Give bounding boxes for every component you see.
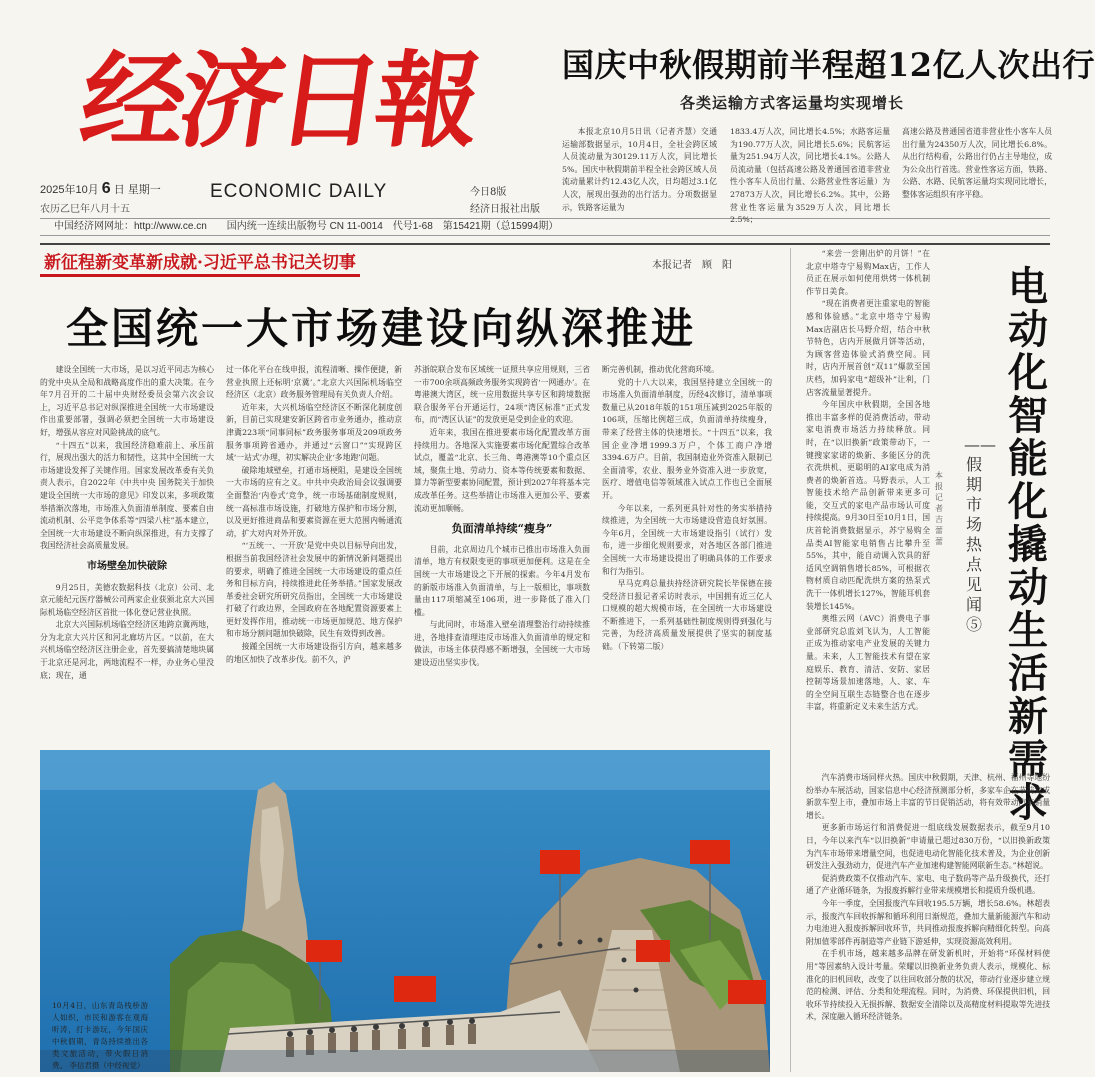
divider (40, 243, 1050, 245)
lead-column-2: 过一体化平台在线申报，流程清晰、操作便捷，新营业执照上还标明‘京冀’。”北京大兴国际机场临空经济区（北京）政务服务管理局有关负责人介绍。 近年来，大兴机场临空经济区不断深化制度创新，目前已实现建安新区跨省市业务通办，推动京津冀223项“同事同标”政务服务事项及209项政务服务事项跨省通办，并通过“云窗口”“实现跨区域‘一站式’办理，初实解决企业‘多地跑’问题。 破除地域壁垒，打通市场梗阻，是建设全国统一大市场的应有之义。中共中央政治局会议强调要全面整治‘内卷式’竞争，统一市场基础制度规则，统一高标准市场设施，打破地方保护和市场分割，以及更好推进商品和要素资源在更大范围内畅通流动，扩大对内对外开放。 “‘五统一、一开放’是党中央以目标导向出发，根据当前我国经济社会发展中的新情况新问题提出的要求，明确了推进全国统一大市场建设的重点任务和目标方向，持续推进此任务举措。”国家发展改革委社会研究所研究员指出，全国统一大市场建设打破了行政边界，全国政府在各地配置资源要素上更好发挥作用，推动统一市场更加规范、地方保护和市场分割问题加快破除，民生有效得到改善。 接踵全国统一大市场建设指引方向，越来越多的地区加快了改革步伐。前不久，沪 (226, 365, 402, 664)
subhead: 市场壁垒加快破除 (87, 560, 167, 572)
scenic-photo (40, 750, 770, 1072)
lead-column-4: 断完善机制，推动优化营商环境。 党的十八大以来，我国坚持建立全国统一的市场准入负面清单制度，历经4次修订，清单事项数量已从2018年版的151项压减到2025年版的106项，压缩比例超三成，负面清单持续瘦身，带来了经营主体的快速增长。“十四五”以来，我国企业净增1999.3万户，个体工商户净增3394.6万户。目前，我国制造业外资准入限制已全面清零，农业、服务业外资准入进一步放宽，医疗、增值电信等领域准入试点工作也已全面展开。 今年以来，一系列更具针对性的务实举措持续推进，为全国统一大市场建设营造良好氛围。今年6月，全国统一大市场建设指引（试行）发布，进一步细化规则要求，对各地区各部门推进全国统一大市场建设提出了明确具体的工作要求和行为指引。 早马克鸡总量扶持经济研究院长毕保德在接受经济日报记者采访时表示，中国拥有近三亿人口规模的超大规模市场，在全国统一大市场建设不断推进下，一系列基础性制度规则得到强化与完善，为经济高质量发展提供了坚实的制度基础。（下转第二版） (602, 365, 772, 652)
newspaper-logo: 经济日報 (73, 39, 483, 162)
top-story-column: 高速公路及普通国省道非营业性小客车人员出行量为24350万人次，同比增长6.8%。从出行结构看，公路出行仍占主导地位，成为公众出行首选。营业性客运方面，铁路、公路、水路、民航客运量均实现同比增长，整体客运组织有序平稳。 (902, 127, 1052, 199)
right-story-column-wide: 汽车消费市场同样火热。国庆中秋假期，天津、杭州、福州等地纷纷举办车展活动，国家信息中心经济预测部分析，多家车企在节前完成新款车型上市，叠加市场上丰富的节日促销活动，将有效带动汽车销量增长。 更多新市场运行和消费促进一组底线发展数据表示，截至9月10日，今年以来汽车“以旧换新”申请量已超过830万份，“以旧换新政策为汽车市场带来增量空间，也促进电动化智能化技术普及，为企业创新研发注入强劲动力，促进汽车产业加速构建智能网联新生态。”林超说。 促消费政策不仅推动汽车、家电、电子数码等产品升级换代，还打通了产业循环链条，为报废拆解行业带来规模增长和提质升级机遇。 今年一季度，全国报废汽车回收195.5万辆，增长58.6%。林超表示，报废汽车回收拆解和循环利用日渐规范，叠加大量新能源汽车和动力电池进入报废拆解回收环节，共同推动报废拆解向精细化转型。向高附加值零部件再制造等产业链下游延伸，实现资源高效利用。 在手机市场，越来越多品牌在研发新机时，开始将“环保材料使用”等因素纳入设计考量。荣耀以旧换新业务负责人表示，规模化、标准化的旧机回收，改变了以往回收部分散的状况，带动行业逐步建立规范的检测、评估、分类和处理流程。同时，为消费、环保提供旧机，回收环节持续投入无损拆解、数据安全清除以及高精度材料提取等先进技术，深度融入循环经济链条。 (806, 773, 1050, 1022)
column-divider (790, 248, 791, 1072)
news-photo (40, 750, 770, 1072)
info-bar: 中国经济网网址：http://www.ce.cn 国内统一连续出版物号 CN 11-0014 代号1-68 第15421期（总15994期） (40, 218, 1050, 236)
lead-column-3: 苏浙皖联合发布区域统一证照共享应用规则，三省一市700余项高频政务服务实现跨省‘一网通办’。在粤港澳大湾区，统一应用数据共享专区和跨境数据联合服务平台开通运行，24项“湾区标准”正式发布，而“湾区认证”的发放更是受到企业的欢迎。 近年来，我国在推进要素市场化配置改革方面持续用力。各地深入实施要素市场化配置综合改革试点，覆盖“北京、长三角、粤港澳等10个重点区域，聚焦土地、劳动力、资本等传统要素和数据、算力等新型要素协同配置，预计到2027年将基本完成改革任务。这些举措让市场准入更加公平、要素流动更加顺畅。 负面清单持续“瘦身” 目前，北京周边几个城市已推出市场准入负面清单，地方有权限变更的事项更加便利。这是在全国统一大市场建设之下开展的探索。今年4月发布的新版市场准入负面清单，与上一版相比，事项数量由117项缩减至106项，进一步降低了准入门槛。 与此同时，市场准入壁垒清理整治行动持续推进，各地排查清理违反市场准入负面清单的规定和做法，市场主体获得感不断增强，全国统一大市场建设迈出坚实步伐。 (414, 365, 590, 668)
right-story-headline: 电动化智能化撬动生活新需求 (1008, 263, 1048, 826)
lunar-date: 农历乙巳年八月十五 (40, 204, 130, 215)
top-story-column: 1833.4万人次，同比增长4.5%；水路客运量为190.77万人次，同比增长5.6%；民航客运量为251.94万人次，同比增长4.1%。公路人员流动量（包括高速公路及普通国省道非营业性小客车人员出行量、公路营业性客运量）为27873万人次，同比增长6.2%。其中，公路营业性客运量为3529万人次，同比增长2.5%； (730, 127, 890, 225)
byline: 本报记者 顾 阳 (652, 260, 732, 271)
english-name: ECONOMIC DAILY (210, 181, 388, 202)
photo-caption: 10月4日，山东青岛栈桥游人如织，市民和游客在观海听涛，打卡游玩，今年国庆中秋假期，青岛持续推出各类文旅活动，带火假日消费。 李信君摄（中经视觉） (52, 1001, 148, 1070)
top-story-headline: 国庆中秋假期前半程超12亿人次出行 (562, 46, 1095, 84)
lead-headline: 全国统一大市场建设向纵深推进 (66, 304, 697, 353)
section-banner: 新征程新变革新成就·习近平总书记关切事 (40, 252, 360, 277)
right-story-subtitle: ——假期市场热点见闻⑤ (964, 435, 996, 634)
issue-date: 2025年10月 6 日 星期一 (40, 180, 161, 197)
publisher: 经济日报社出版 (470, 204, 540, 215)
subhead: 负面清单持续“瘦身” (451, 522, 553, 536)
lead-column-1: 建设全国统一大市场，是以习近平同志为核心的党中央从全局和战略高度作出的重大决策。在今年7月召开的二十届中央财经委员会第六次会议上，习近平总书记对纵深推进全国统一大市场建设作出重要部署，强调必须把全国统一大市场建设好，增强从容应对风险挑战的底气。 “十四五”以来，我国经济稳难前上、承压前行，展现出强大的活力和韧性，这其中全国统一大市场建设发挥了关键作用。国家发展改革委有关负责人表示，自2022年《中共中央 国务院关于加快建设全国统一大市场的意见》印发以来，多项政策举措渐次落地，市场准入负面清单制度、要素自由流动机制、公平竞争体系等“四梁八柱”基本建立，全国统一大市场建设不断向纵深推进，有力支撑了我国经济社会高质量发展。 市场壁垒加快破除 9月25日，美德农数据科技（北京）公司、北京元能纪元医疗器械公司两家企业获颁北京大兴国际机场临空经济区首批一体化登记营业执照。 北京大兴国际机场临空经济区地跨京冀两地，分为北京大兴片区和河北廊坊片区。“以前，在大兴机场临空经济区注册企业，首先要搞清楚地块属于北京还是河北，两地流程不一样，办业务心里没底；现在，通 (40, 365, 214, 680)
top-story-subheadline: 各类运输方式客运量均实现增长 (680, 94, 905, 112)
right-story-byline: 本报记者 吉蕾蕾 (935, 471, 951, 546)
top-story-column: 本报北京10月5日讯（记者齐慧）交通运输部数据显示，10月4日，全社会跨区域人员流动量为30129.11万人次，同比增长5%。国庆中秋假期前半程全社会跨区域人员流动量累计约12.43亿人次，日均超过3.1亿人次，展现出强劲的出行活力。分项数据显示，铁路客运量为 (562, 127, 717, 212)
page-count: 今日8版 (470, 187, 507, 198)
right-story-column: “来尝一尝刚出炉的月饼！”在北京中塔寺宁易购Max店，工作人员正在展示如何使用烘烤一体机制作节日美食。 “现在消费者更注重家电的智能感和体验感。”北京中塔寺宁易购Max店副店长马野介绍，结合中秋节特色，店内开展做月饼等活动，为顾客营造体验式消费空间。同时，店内开展首创“双11”爆款至国庆档，加码家电“超级补”让利，门店客流量显著提升。 今年国庆中秋假期，全国各地推出丰富多样的促消费活动，带动家电消费市场活力持续释放。同时，在“以旧换新”政策带动下，一键搜家家诺的焕新、多能区分的洗衣洗烘机、更聪明的AI家电成为消费者的焕新首选。马野表示，人工智能技术给产品创新带来更多可能，交互式的家电产品市场认可度持续提高。9月30日至10月1日，国庆首轮消费数据显示，苏宁易购全品类AI智能家电销售占比攀升至55%，其中，能自动调入饮具的舒适风空调销售增长85%，可根据衣物材质自动匹配洗烘方案的热泵式洗干一体机增长127%，智能耳机套装增长145%。 奥维云网（AVC）消费电子事业部研究总监刘飞认为，人工智能正成为推动家电产业发展的关键力量。未来，人工智能技术有望在家庭娱乐、教育、清洁、安防、家居控制等场景加速落地，人、家、车的全空间互联生态链整合也在逐步丰富，将重新定义未来生活方式。 (806, 249, 930, 712)
